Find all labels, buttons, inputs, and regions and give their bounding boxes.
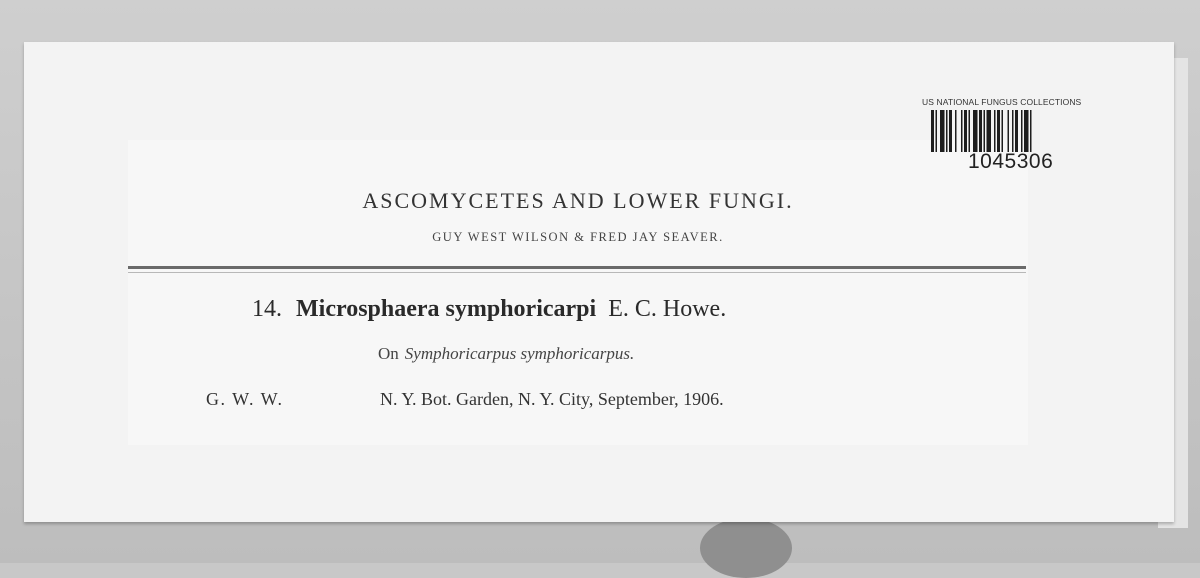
barcode-header: US NATIONAL FUNGUS COLLECTIONS (922, 97, 1082, 107)
barcode-icon (931, 110, 1107, 152)
label-divider-thin (128, 272, 1026, 273)
host-name: Symphoricarpus symphoricarpus. (404, 344, 635, 363)
barcode-sticker (922, 97, 1117, 174)
collection-locality: N. Y. Bot. Garden, N. Y. City, September, 1906. (380, 389, 724, 409)
host-line (378, 344, 634, 364)
label-subheading: GUY WEST WILSON & FRED JAY SEAVER. (432, 230, 724, 244)
barcode-number: 1045306 (968, 150, 1054, 173)
species-name: Microsphaera symphoricarpi (296, 296, 597, 322)
stamp-mark (700, 518, 792, 578)
host-prefix: On (378, 344, 399, 363)
collector-initials: G. W. W. (206, 389, 284, 409)
label-heading: ASCOMYCETES AND LOWER FUNGI. (362, 188, 794, 213)
species-line (252, 296, 726, 323)
specimen-number: 14. (252, 296, 282, 322)
species-authority: E. C. Howe. (608, 296, 727, 322)
label-divider (128, 266, 1026, 269)
